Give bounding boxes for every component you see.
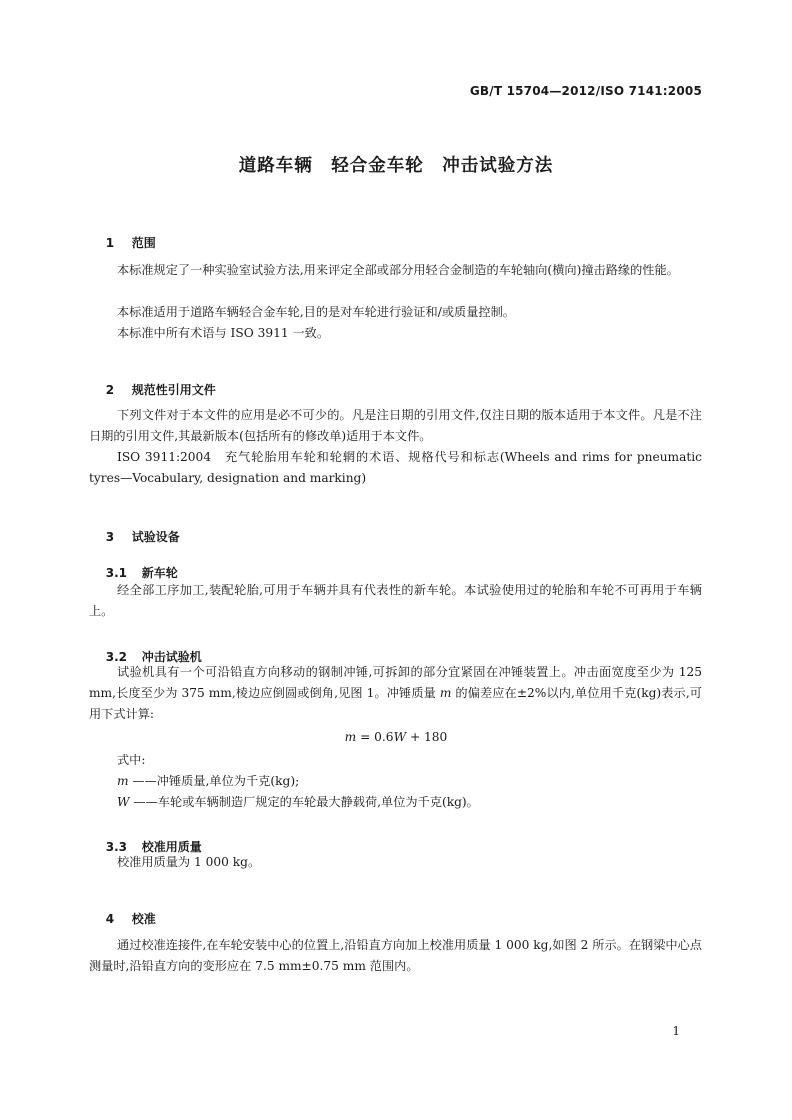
section-3-3-number: 3.3 bbox=[105, 840, 127, 854]
where-label: 式中: bbox=[117, 753, 146, 767]
standard-code: GB/T 15704—2012/ISO 7141:2005 bbox=[469, 84, 702, 98]
section-1-heading bbox=[89, 220, 156, 265]
section-3-1-para: 经全部工序加工,装配轮胎,可用于车辆并具有代表性的新车轮。本试验使用过的轮胎和车轮不可再用于车辆上。 bbox=[89, 583, 702, 618]
section-4-title: 校准 bbox=[131, 912, 156, 926]
section-3-1-number: 3.1 bbox=[105, 566, 127, 580]
section-2-number: 2 bbox=[105, 383, 115, 397]
definition-m-text: ——冲锤质量,单位为千克(kg); bbox=[128, 774, 300, 788]
definition-m bbox=[117, 771, 299, 792]
section-1-title: 范围 bbox=[131, 236, 156, 250]
section-3-2-para bbox=[89, 662, 702, 725]
section-1-para-1: 本标准规定了一种实验室试验方法,用来评定全部或部分用轻合金制造的车轮轴向(横向)撞击路缘的性能。 bbox=[117, 263, 679, 277]
section-3-3-para: 校准用质量为 1 000 kg。 bbox=[117, 855, 261, 869]
section-3-2-text-a: 试验机具有一个可沿铅直方向移动的钢制冲锤,可拆卸的部分宜紧固在冲锤装置上。冲击面宽度至少为 125 mm,长度至少为 375 mm,棱边应倒圆或倒角,见图 1。冲锤质量 bbox=[89, 665, 702, 700]
formula-var-m: m bbox=[344, 730, 357, 744]
section-4-number: 4 bbox=[105, 912, 115, 926]
formula-end: + 180 bbox=[406, 730, 448, 744]
definition-w-text: ——车轮或车辆制造厂规定的车轮最大静载荷,单位为千克(kg)。 bbox=[129, 795, 479, 809]
section-3-2-number: 3.2 bbox=[105, 650, 127, 664]
mass-formula bbox=[0, 730, 792, 744]
section-4-para: 通过校准连接件,在车轮安装中心的位置上,沿铅直方向加上校准用质量 1 000 kg,如图 2 所示。在钢梁中心点测量时,沿铅直方向的变形应在 7.5 mm±0.75 mm 范围内。 bbox=[89, 938, 702, 973]
document-title: 道路车辆 轻合金车轮 冲击试验方法 bbox=[238, 156, 554, 176]
definition-w bbox=[117, 792, 479, 813]
section-1-para-2: 本标准适用于道路车辆轻合金车轮,目的是对车轮进行验证和/或质量控制。 bbox=[117, 305, 515, 319]
section-2-para-1: 下列文件对于本文件的应用是必不可少的。凡是注日期的引用文件,仅注日期的版本适用于本文件。凡是不注日期的引用文件,其最新版本(包括所有的修改单)适用于本文件。 bbox=[89, 408, 702, 443]
section-3-2-text-b: 的偏差应在±2%以内,单位用千克(kg)表示,可用下式计算: bbox=[89, 686, 702, 721]
section-3-3-title: 校准用质量 bbox=[141, 840, 202, 854]
section-2-reference: ISO 3911:2004 充气轮胎用车轮和轮辋的术语、规格代号和标志(Wheels and rims for pneumatic tyres—Vocabulary, designation and marking) bbox=[89, 450, 702, 485]
definition-m-var: m bbox=[117, 774, 129, 788]
formula-var-w: W bbox=[393, 730, 407, 744]
section-3-1-title: 新车轮 bbox=[141, 566, 178, 580]
section-3-2-title: 冲击试验机 bbox=[141, 650, 202, 664]
section-1-number: 1 bbox=[105, 236, 115, 250]
section-2-title: 规范性引用文件 bbox=[131, 383, 216, 397]
formula-middle: = 0.6 bbox=[356, 730, 394, 744]
section-1-para-3: 本标准中所有术语与 ISO 3911 一致。 bbox=[117, 326, 330, 340]
page-number: 1 bbox=[672, 1024, 680, 1038]
section-3-number: 3 bbox=[105, 530, 115, 544]
definition-w-var: W bbox=[117, 795, 130, 809]
section-3-title: 试验设备 bbox=[131, 530, 180, 544]
mass-variable: m bbox=[439, 686, 452, 700]
